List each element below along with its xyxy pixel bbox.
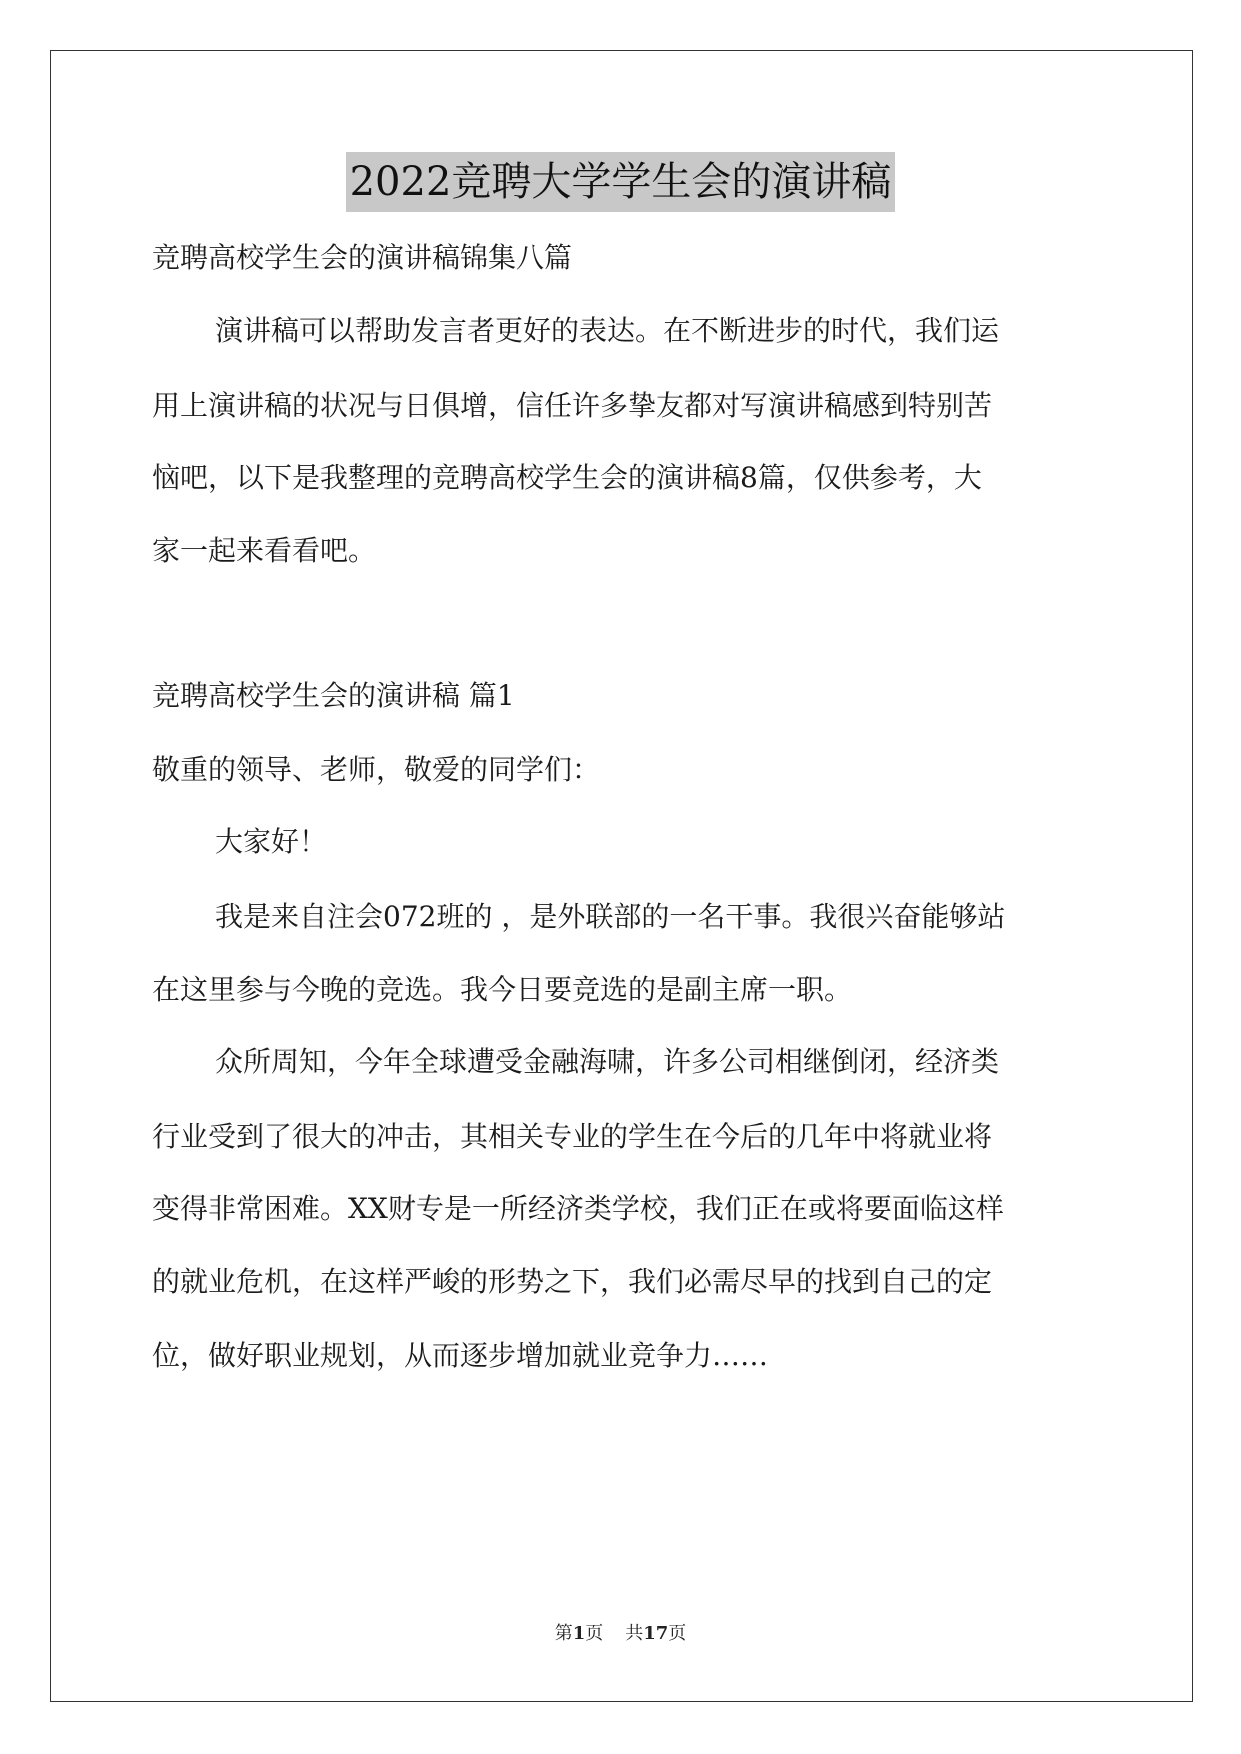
intro-line-2: 用上演讲稿的状况与日俱增，信任许多挚友都对写演讲稿感到特别苦	[152, 389, 993, 422]
page-prefix: 第	[554, 1623, 573, 1644]
para1-line-2: 在这里参与今晚的竞选。我今日要竞选的是副主席一职。	[152, 973, 853, 1006]
page-frame	[50, 50, 1193, 1702]
page-current: 1	[572, 1623, 586, 1644]
total-prefix: 共	[625, 1623, 644, 1644]
intro-line-3: 恼吧，以下是我整理的竞聘高校学生会的演讲稿8篇，仅供参考，大	[152, 461, 982, 494]
page-suffix: 页	[585, 1623, 604, 1644]
greeting: 大家好！	[215, 825, 328, 858]
para2-line-5: 位，做好职业规划，从而逐步增加就业竞争力……	[152, 1339, 769, 1372]
para1-line-1: 我是来自注会072班的 ，是外联部的一名干事。我很兴奋能够站	[215, 900, 1006, 933]
section-heading: 竞聘高校学生会的演讲稿 篇1	[152, 679, 515, 712]
para2-line-3: 变得非常困难。XX财专是一所经济类学校，我们正在或将要面临这样	[152, 1192, 1004, 1225]
salutation: 敬重的领导、老师，敬爱的同学们：	[152, 753, 601, 786]
document-title: 2022竞聘大学学生会的演讲稿	[346, 152, 896, 212]
total-suffix: 页	[668, 1623, 687, 1644]
para2-line-2: 行业受到了很大的冲击，其相关专业的学生在今后的几年中将就业将	[152, 1120, 993, 1153]
document-subtitle: 竞聘高校学生会的演讲稿锦集八篇	[152, 241, 573, 274]
title-container	[0, 152, 1241, 212]
page-footer	[0, 1622, 1241, 1646]
intro-line-4: 家一起来看看吧。	[152, 534, 377, 567]
page-total: 17	[643, 1623, 669, 1644]
para2-line-4: 的就业危机，在这样严峻的形势之下，我们必需尽早的找到自己的定	[152, 1265, 993, 1298]
intro-line-1: 演讲稿可以帮助发言者更好的表达。在不断进步的时代，我们运	[215, 314, 1000, 347]
para2-line-1: 众所周知，今年全球遭受金融海啸，许多公司相继倒闭，经济类	[215, 1045, 1000, 1078]
